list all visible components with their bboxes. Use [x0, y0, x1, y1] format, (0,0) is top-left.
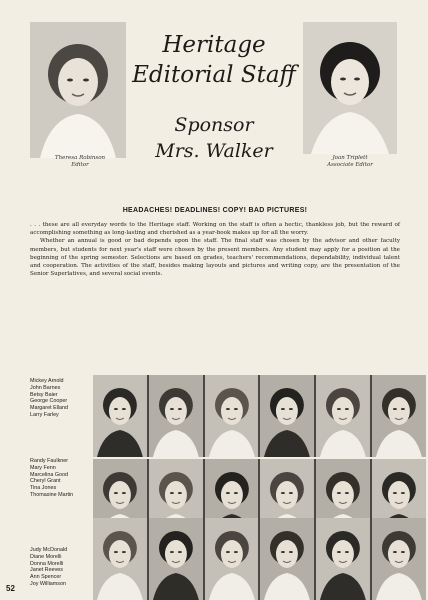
staff-name: Betsy Baier [30, 391, 58, 398]
associate-editor-name: Joan Triplett [332, 155, 368, 161]
student-photo [205, 518, 259, 600]
title-line-1: Heritage [162, 32, 266, 58]
names-row-2 [30, 458, 90, 499]
editor-caption [30, 155, 130, 169]
staff-name: Cheryl Grant [30, 478, 61, 485]
student-photo [205, 375, 259, 457]
student-photo [93, 518, 147, 600]
staff-name: Joy Williamson [30, 580, 66, 587]
names-row-1 [30, 378, 90, 419]
page-title [128, 30, 300, 90]
editor-role: Editor [71, 162, 89, 168]
photo-row-1 [93, 375, 426, 457]
sponsor-block [128, 112, 300, 164]
associate-editor-caption [295, 155, 405, 169]
student-photo [372, 518, 426, 600]
staff-name: Larry Farley [30, 411, 59, 418]
title-line-2: Editorial Staff [132, 62, 296, 88]
associate-editor-role: Associate Editor [327, 162, 373, 168]
staff-name: Judy McDonald [30, 547, 68, 553]
student-photo [316, 375, 370, 457]
staff-name: Mickey Arnold [30, 378, 64, 384]
article-paragraph: . . . these are all everyday words to the Heritage staff. Working on the staff is often a hectic, thankless job, but the reward of accomplishing something as long-lasting and cherished as a year-book makes up for all the worry. [30, 222, 400, 237]
student-photo [149, 518, 203, 600]
staff-name: Janet Reeves [30, 567, 63, 574]
sponsor-label: Sponsor [174, 114, 254, 136]
photo-row-3 [93, 518, 426, 600]
sponsor-name: Mrs. Walker [155, 140, 273, 162]
staff-name: Tina Jones [30, 485, 57, 492]
staff-name: John Barnes [30, 384, 61, 391]
student-photo [93, 375, 147, 457]
article-body [30, 221, 400, 278]
editor-portrait [30, 22, 126, 158]
student-photo [316, 518, 370, 600]
staff-name: Randy Faulkner [30, 458, 69, 464]
student-photo [372, 375, 426, 457]
editor-name: Theresa Robinson [54, 155, 106, 161]
staff-name: George Cooper [30, 398, 68, 405]
associate-editor-portrait [303, 22, 397, 154]
article-paragraph: Whether an annual is good or bad depends upon the staff. The final staff was chosen by the advisor and other faculty members, but students for next year's staff were chosen by the present members. Any student may apply for a position at the beginning of the spring semester. Selections are based on grades, teachers' recommendations, dependability, individual talent and cooperation. The activities of the staff, besides making layouts and pictures and writing copy, are the presentation of the Senior Superlatives, and several social events. [30, 238, 400, 278]
staff-name: Margaret Elland [30, 405, 69, 412]
staff-name: Donna Morelli [30, 560, 64, 567]
names-row-3 [30, 547, 90, 588]
staff-name: Mary Fenn [30, 464, 56, 471]
staff-name: Thomasine Martin [30, 491, 74, 498]
staff-name: Ann Spencer [30, 574, 62, 581]
page-number: 52 [6, 584, 15, 593]
staff-name: Marcelina Good [30, 471, 69, 478]
student-photo [260, 518, 314, 600]
staff-name: Diane Morelli [30, 553, 62, 560]
student-photo [260, 375, 314, 457]
student-photo [149, 375, 203, 457]
article-headline: HEADACHES! DEADLINES! COPY! BAD PICTURES! [122, 207, 308, 214]
